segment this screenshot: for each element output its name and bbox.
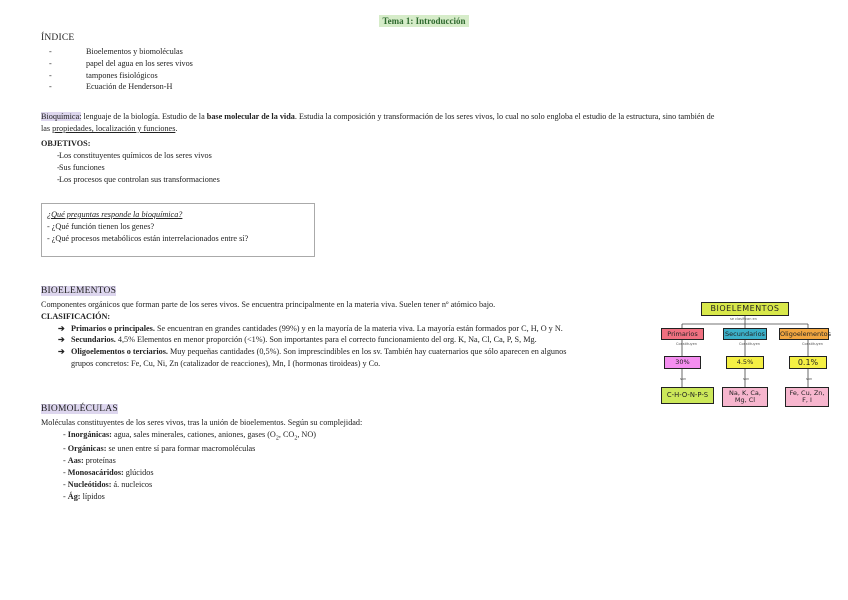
diagram-conn-label: Constituyen xyxy=(802,342,824,346)
diagram-pct-oligoelementos: 0.1% xyxy=(789,356,827,369)
list-item: -Los procesos que controlan sus transformaciones xyxy=(57,174,220,184)
bioelementos-section xyxy=(41,285,661,370)
list-item: - Aas: proteínas xyxy=(63,455,116,465)
question-item: - ¿Qué procesos metabólicos están interrelacionados entre sí? xyxy=(47,233,249,243)
index-list xyxy=(41,46,193,94)
diagram-small-label: son xyxy=(806,377,813,381)
diagram-cat-primarios: Primarios xyxy=(661,328,704,340)
diagram-cat-oligoelementos: Oligoelementos xyxy=(780,330,831,338)
arrow-icon: ➔ xyxy=(58,335,65,345)
clasificacion-list xyxy=(41,323,661,371)
list-item: -Sus funciones xyxy=(57,162,105,172)
diagram-small-label: son xyxy=(680,377,687,381)
biomoleculas-section xyxy=(41,403,641,502)
clasificacion-heading: CLASIFICACIÓN: xyxy=(41,311,111,321)
diagram-elems-secundarios: Na, K, Ca, Mg, Cl xyxy=(722,387,768,407)
list-item: ➔ Oligoelementos o terciarios. Muy pequeñas cantidades (0,5%). Son imprescindibles en los sv. También hay cuaternarios que sólo aparecen en algunos grupos concretos: Fe, Cu, Ni, Zn (catalizador de reacciones), Mn, I (hormonas tiroideas) y Co. xyxy=(58,347,567,369)
index-section xyxy=(41,32,193,93)
index-heading: ÍNDICE xyxy=(41,33,75,43)
question-item: - ¿Qué función tienen los genes? xyxy=(47,221,155,231)
bioelementos-diagram xyxy=(660,302,830,412)
diagram-sub-label: se clasifican en xyxy=(730,317,757,321)
diagram-pct-primarios: 30% xyxy=(664,356,701,369)
page-title xyxy=(0,15,848,28)
list-item: - Orgánicas: se unen entre sí para formar macromoléculas xyxy=(63,443,256,453)
list-item: - papel del agua en los seres vivos xyxy=(49,58,193,68)
list-item: - Inorgánicas: agua, sales minerales, cationes, aniones, gases ($O_2$, $CO_2$, NO) xyxy=(63,429,316,442)
list-item: ➔ Secundarios. 4,5% Elementos en menor proporción (<1%). Son importantes para el correcto funcionamiento del org. K, Na, Cl, Ca, P, S, Mg. xyxy=(58,335,537,345)
diagram-pct-secundarios: 4.5% xyxy=(726,356,764,369)
list-item: ➔ Primarios o principales. Se encuentran en grandes cantidades (99%) y en la mayoría de la materia viva. La mayoría están formados por C, H, O y N. xyxy=(58,323,563,333)
objetivos-list xyxy=(41,150,220,186)
intro-paragraph: Bioquímica: lenguaje de la biología. Estudio de la base molecular de la vida. Estudia la composición y transformación de los seres vivos, lo cual no solo engloba el estudio de la estructura, sino también de las propiedades, localización y funciones. xyxy=(41,112,715,133)
diagram-elems-primarios: C-H-O-N-P-S xyxy=(661,387,714,404)
biomoleculas-desc: Moléculas constituyentes de los seres vivos, tras la unión de bioelementos. Según su complejidad: xyxy=(41,417,363,427)
page-title-text: Tema 1: Introducción xyxy=(379,15,468,27)
list-item: - Ág: lípidos xyxy=(63,491,105,501)
list-item: - Nucleótidos: á. nucleicos xyxy=(63,479,153,489)
diagram-conn-label: Constituyen xyxy=(676,342,698,346)
list-item: - Monosacáridos: glúcidos xyxy=(63,467,154,477)
biomoleculas-heading: BIOMOLÉCULAS xyxy=(41,404,118,414)
bioelementos-heading: BIOELEMENTOS xyxy=(41,286,117,296)
question-box-title: ¿Qué preguntas responde la bioquímica? xyxy=(47,210,183,219)
list-item: - tampones fisiológicos xyxy=(49,70,158,80)
term-bioquimica: Bioquímica: xyxy=(41,112,82,121)
objetivos-heading: OBJETIVOS: xyxy=(41,139,91,148)
list-item: - Ecuación de Henderson-H xyxy=(49,82,173,92)
diagram-conn-label: Constituyen xyxy=(739,342,761,346)
list-item: - Bioelementos y biomoléculas xyxy=(49,46,183,56)
question-box xyxy=(41,203,315,257)
diagram-cat-secundarios: Secundarios xyxy=(723,328,767,340)
arrow-icon: ➔ xyxy=(58,347,65,357)
biomoleculas-list xyxy=(41,429,641,503)
arrow-icon: ➔ xyxy=(58,323,65,333)
objetivos-section xyxy=(41,138,220,186)
diagram-small-label: son xyxy=(743,377,750,381)
bioelementos-desc: Componentes orgánicos que forman parte de los seres vivos. Se encuentra principalmente en la materia viva. Suelen tener nº atómico bajo. xyxy=(41,299,496,309)
diagram-root: BIOELEMENTOS xyxy=(701,302,789,316)
list-item: -Los constituyentes químicos de los seres vivos xyxy=(57,150,212,160)
diagram-elems-oligoelementos: Fe, Cu, Zn, F, I xyxy=(785,387,829,407)
